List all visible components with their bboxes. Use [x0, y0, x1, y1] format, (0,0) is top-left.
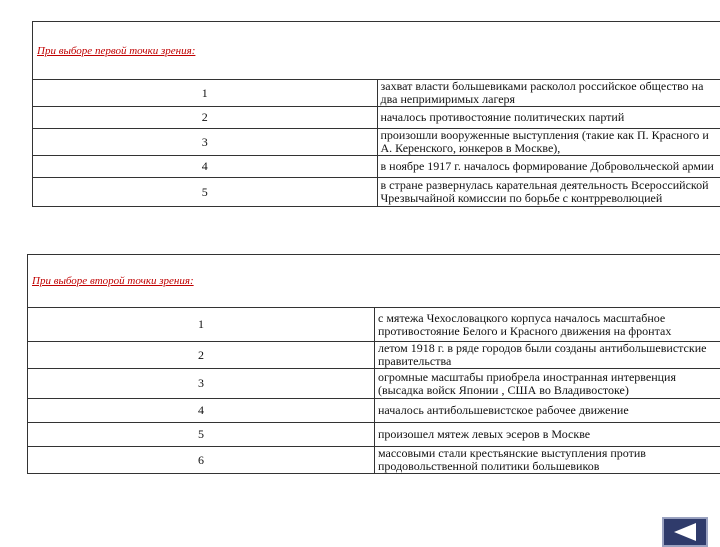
- row-number: 2: [28, 342, 375, 369]
- row-number: 3: [28, 369, 375, 399]
- table-row: [28, 423, 720, 447]
- row-number: 2: [33, 107, 378, 129]
- table-row: [28, 342, 720, 369]
- table-row: [28, 308, 720, 342]
- row-text: началось антибольшевистское рабочее движение: [375, 399, 720, 423]
- row-text: летом 1918 г. в ряде городов были созданы антибольшевистские правительства: [375, 342, 720, 369]
- row-text: массовыми стали крестьянские выступления против продовольственной политики большевиков: [375, 447, 720, 474]
- row-number: 3: [33, 129, 378, 156]
- row-text: в стране развернулась карательная деятельность Всероссийской Чрезвычайной комиссии по борьбе с контрреволюцией: [377, 178, 720, 207]
- table-row: [28, 399, 720, 423]
- row-number: 5: [28, 423, 375, 447]
- second-viewpoint-heading: При выборе второй точки зрения:: [32, 275, 194, 287]
- row-number: 6: [28, 447, 375, 474]
- table-row: [28, 369, 720, 399]
- row-number: 4: [28, 399, 375, 423]
- row-text: произошел мятеж левых эсеров в Москве: [375, 423, 720, 447]
- row-number: 1: [28, 308, 375, 342]
- table-row: [33, 129, 720, 156]
- row-number: 1: [33, 80, 378, 107]
- row-text: в ноябре 1917 г. началось формирование Добровольческой армии: [377, 156, 720, 178]
- second-viewpoint-table: [27, 254, 720, 474]
- back-arrow-icon: [670, 522, 700, 542]
- table-row: [33, 107, 720, 129]
- table-row: [33, 156, 720, 178]
- row-number: 5: [33, 178, 378, 207]
- table-row: [33, 178, 720, 207]
- row-text: с мятежа Чехословацкого корпуса началось масштабное противостояние Белого и Красного движения на фронтах: [375, 308, 720, 342]
- second-viewpoint-heading-cell: [28, 255, 720, 308]
- row-number: 4: [33, 156, 378, 178]
- row-text: произошли вооруженные выступления (такие как П. Красного и А. Керенского, юнкеров в Москве),: [377, 129, 720, 156]
- row-text: началось противостояние политических партий: [377, 107, 720, 129]
- first-viewpoint-heading: При выборе первой точки зрения:: [37, 45, 195, 57]
- table-row: [28, 447, 720, 474]
- first-viewpoint-table: [32, 21, 720, 207]
- back-button[interactable]: [662, 517, 708, 547]
- row-text: захват власти большевиками расколол российское общество на два непримиримых лагеря: [377, 80, 720, 107]
- row-text: огромные масштабы приобрела иностранная интервенция (высадка войск Японии , США во Владивостоке): [375, 369, 720, 399]
- first-viewpoint-heading-cell: [33, 22, 720, 80]
- table-row: [33, 80, 720, 107]
